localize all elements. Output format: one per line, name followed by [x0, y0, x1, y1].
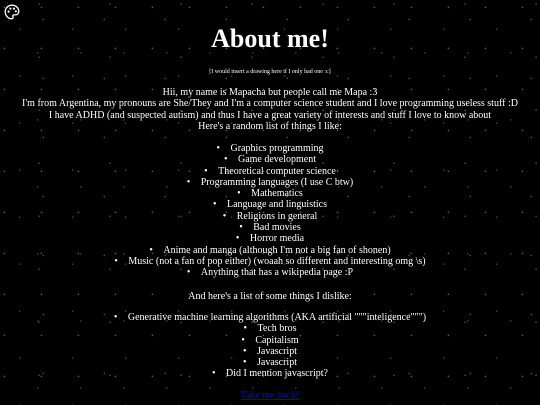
- list-item-text: Anime and manga (although I'm not a big fan of shonen): [163, 244, 391, 256]
- bullet-icon: •: [237, 188, 241, 200]
- list-item-text: Did I mention javascript?: [226, 368, 328, 380]
- bullet-icon: •: [113, 312, 118, 323]
- likes-list: [0, 143, 540, 279]
- list-item: [0, 267, 540, 278]
- bullet-icon: •: [235, 233, 240, 245]
- bullet-icon: •: [243, 323, 247, 335]
- list-item: [0, 211, 540, 222]
- list-item: [0, 357, 540, 368]
- list-item: [0, 312, 540, 323]
- drawing-placeholder-note: [I would insert a drawing here if I only had one :c]: [209, 69, 331, 75]
- back-link[interactable]: Take me back!: [240, 390, 300, 401]
- list-item-text: Religions in general: [236, 210, 318, 222]
- list-item: [0, 154, 540, 165]
- page-title: About me!: [211, 24, 329, 53]
- list-item-text: Mathematics: [251, 188, 303, 200]
- bullet-icon: •: [186, 267, 191, 279]
- list-item: [0, 256, 540, 267]
- list-item: [0, 245, 540, 256]
- list-item-text: Horror media: [249, 233, 305, 245]
- list-item-text: Javascript: [257, 345, 297, 357]
- list-item-text: Javascript: [257, 357, 297, 369]
- bullet-icon: •: [204, 165, 208, 177]
- bullet-icon: •: [241, 334, 245, 346]
- bullet-icon: •: [216, 143, 220, 154]
- list-item: [0, 177, 540, 188]
- list-item: [0, 222, 540, 233]
- bullet-icon: •: [213, 199, 217, 211]
- list-item: [0, 233, 540, 244]
- footer: [0, 390, 540, 401]
- list-item-text: Music (not a fan of pop either) (woaah so different and interesting omg \s): [128, 255, 426, 267]
- list-item-text: Capitalism: [255, 334, 299, 346]
- palette-icon-graphic: [4, 4, 20, 20]
- list-item: [0, 335, 540, 346]
- list-item: [0, 323, 540, 334]
- bullet-icon: •: [222, 210, 227, 222]
- list-item: [0, 143, 540, 154]
- list-item-text: Tech bros: [257, 323, 297, 335]
- intro-line: I have ADHD (and suspected autism) and thus I have a great variety of interests and stuff I love to know about: [48, 109, 492, 121]
- list-item-text: Programming languages (I use C btw): [200, 176, 354, 188]
- list-item: [0, 346, 540, 357]
- intro-text: [0, 87, 540, 132]
- bullet-icon: •: [186, 176, 191, 188]
- bullet-icon: •: [149, 244, 153, 256]
- list-item: [0, 199, 540, 210]
- palette-icon[interactable]: [4, 4, 20, 20]
- dislikes-list: [0, 312, 540, 380]
- list-item-text: Theoretical computer science: [218, 165, 336, 177]
- list-item-text: Generative machine learning algorithms (AKA artificial """inteligence"""): [127, 312, 427, 323]
- list-item-text: Language and linguistics: [227, 199, 327, 211]
- bullet-icon: •: [243, 357, 247, 369]
- intro-line: I'm from Argentina, my pronouns are She/They and I'm a computer science student and I love programming useless stuff :D: [22, 98, 518, 110]
- list-item-text: Game development: [237, 154, 317, 166]
- list-item-text: Graphics programming: [230, 143, 324, 154]
- list-item-text: Anything that has a wikipedia page :P: [200, 267, 354, 279]
- dislikes-heading: And here's a list of some things I dislike:: [188, 291, 352, 302]
- list-item: [0, 368, 540, 379]
- intro-line: Hii, my name is Mapacha but people call me Mapa :3: [162, 87, 378, 98]
- bullet-icon: •: [212, 368, 216, 380]
- intro-line: Here's a random list of things I like:: [198, 120, 342, 132]
- list-item-text: Bad movies: [253, 222, 301, 234]
- bullet-icon: •: [239, 222, 243, 234]
- list-item: [0, 166, 540, 177]
- bullet-icon: •: [223, 154, 228, 166]
- bullet-icon: •: [243, 345, 247, 357]
- bullet-icon: •: [114, 255, 118, 267]
- list-item: [0, 188, 540, 199]
